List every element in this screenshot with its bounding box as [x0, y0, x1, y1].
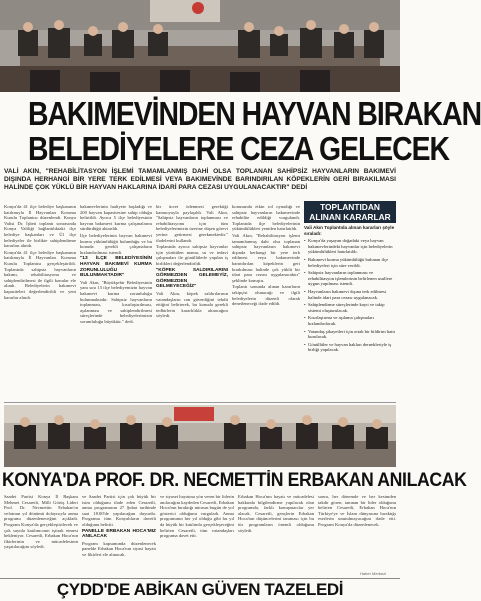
article1-col4-p1: konusunda etkin rol oynadığı ve sahipsiz hayvanların bakımevinde rehabilite edildiği vurgulandı. Toplantıda ilçe belediyelerinin yükümlülükleri yeniden hatırlatıldı. [232, 204, 300, 232]
decision-item: • Vatandaş şikayetleri için ortak bir bildirim hattı kurulacak. [304, 329, 396, 340]
main-lead: VALİ AKIN, "REHABİLİTASYON İŞLEMİ TAMAMLANMIŞ DAHİ OLSA TOPLANAN SAHİPSİZ HAYVANLARIN BAKIMEVİ DIŞINDA HERHANGİ BİR YERE TERK EDİLMESİ VEYA BAKIMEVİNDE BARINDIRILAN KÖPEKLERİN GERİ BIRAKILMASI HALİNDE ÇOK YÜKLÜ BİR HAYVAN HAKLARINA İDARİ PARA CEZASI UYGULANACAKTIR" DEDİ [4, 168, 396, 192]
article1-col4-p3: Toplantı sonunda alınan kararların takipçisi olunacağı ve ilgili belediyelerin düzenli olarak denetleneceği ifade edildi. [232, 284, 300, 307]
article1-col3-p3: Vali Akın, köpek saldırılarının vatandaşların can güvenliğini tehdit ettiğini belirterek, bu konuda gerekli tedbirlerin kararlılıkla alınacağını söyledi. [156, 290, 228, 319]
decision-item: • Sahiplendirme süreçlerinde kayıt ve takip sistemi oluşturulacak. [304, 302, 396, 313]
article1-col1-p1: Konya'da 41 ilçe belediye başkanının katılımıyla İl Hayvanları Koruma Kurulu Toplantısı düzenlendi. Konya Valisi Dr. İşbeti toplantı sonrasında Konya Valiliği bağlantılıktaki ilçe belediye başkanları ve Ül ilçe belediyeler ile birlikte sahiplendirme kararları alındı. [4, 204, 76, 249]
article2-col3 [160, 494, 234, 576]
article2-credit: Haber Merkezi [360, 571, 387, 576]
decision-item: • Konya'da yaşayan doğadaki veya hayvan bakımevlerindeki hayvanlar için belediyelerin yükümlülükleri hatırlatıldı. [304, 238, 396, 255]
decisions-title-line1: TOPLANTIDAN [320, 202, 380, 212]
article2-col2 [82, 494, 156, 576]
article1-col4-p2: Vali Akın, "Rehabilitasyon işlemi tamamlanmış dahi olsa toplanan sahipsiz hayvanların bakımevi dışında herhangi bir yere terk edilmesi veya bakımevinde barındırılan köpeklerin geri bırakılması halinde çok yüklü bir idari para cezası uygulanacaktır" şeklinde konuştu. [232, 232, 300, 283]
decisions-list [304, 238, 396, 353]
main-headline-line1: BAKIMEVİNDEN HAYVAN BIRAKAN [28, 95, 481, 132]
decision-item: • Bakımevi kurma yükümlülüğü bulunan ilçe belediyeleri için süre verildi. [304, 257, 396, 268]
article2-col4-p1: Erbakan Hoca'nın hayatı ve mücadelesi hakkında bilgilendirme yapılacak olan programda, farklı konuşmacılar yer alacak. Cesaretli, gençlerin Erbakan Hoca'nın düşüncelerini tanıması için bu tür programların önemli olduğunu söyledi. [238, 494, 314, 533]
article2-col1 [4, 494, 78, 576]
article1-col3-subhead: "KÖPEK SALDIRILARINI GÖRMEZDEN GELEMEYİZ, GÖRMEZDEN GELMEYECEĞİZ" [156, 267, 228, 290]
article2-col5 [318, 494, 396, 570]
decisions-title-line2: ALINAN KARARLAR [309, 212, 391, 222]
article2-col5-p1: sonra, her dönemde ve her kesimden takdir gören, tanınan bir lider olduğunu belirten Cesaretli, Erbakan Hoca'nın Türkiye'ye ve İslam dünyasına bıraktığı eserlerin unutulmayacağını ifade etti. Program Konya'da düzenlenecek. [318, 494, 396, 527]
meeting-photo-top [0, 0, 400, 92]
article2-col4 [238, 494, 314, 576]
decision-item: • Hayvanların bakımevi dışına terk edilmesi halinde idari para cezası uygulanacak. [304, 289, 396, 300]
article1-col2-p3: Vali Akın, "Büyükşehir Belediyesinin yanı sıra 13 ilçe belediyemizin hayvan bakımevi kurma zorunluluğu bulunmaktadır. Sahipsiz hayvanların toplanması, kısırlaştırılması, aşılanması ve sahiplendirilmesi süreçlerinde belediyelerimizin sorumluluğu büyüktür." dedi. [80, 279, 152, 324]
next-article-headline: ÇYDD'DE ABİKAN GÜVEN TAZELEDİ [0, 578, 400, 594]
decision-item: • Sahipsiz hayvanların toplanması ve rehabilitasyon işlemlerinin belirlenen usullere uygun yapılması istendi. [304, 270, 396, 287]
decisions-box-title [304, 201, 396, 223]
article1-col3-p2: Toplantıda ayrıca sahipsiz hayvanlar için yürütülen mama, su ve tedavi çalışmaları ile gönüllülerle yapılan iş birlikleri değerlendirildi. [156, 244, 228, 266]
decisions-box-body [304, 225, 396, 355]
decision-item: • Kısırlaştırma ve aşılama çalışmaları hızlandırılacak. [304, 315, 396, 326]
meeting-photo-bottom [4, 405, 396, 467]
decisions-intro: Vali Akın Toplantıda alınan kararları şöyle sıraladı: [304, 225, 395, 236]
second-headline: KONYA'DA PROF. DR. NECMETTİN ERBAKAN ANILACAK [2, 470, 467, 491]
article2-col2-p1: ve Saadet Partisi için çok büyük bir isim olduğunu ifade eden Cesaretli, anma programının 27 Şubat tarihinde saat 18.00'de yapılacağını duyurdu. Programa tüm Konyalıların davetli olduğunu belirtti. [82, 494, 156, 527]
article1-col1-p2: Konya'da 41 ilçe belediye başkanının katılımıyla İl Hayvanları Koruma Kurulu Toplantısı gerçekleştirildi. Toplantıda sahipsiz hayvanların bakımı, rehabilitasyonu ve sahiplendirilmesi ile ilgili konular ele alındı. Belediyelerin bakımevi kapasiteleri değerlendirildi ve yeni kararlar alındı. [4, 249, 76, 300]
article2-col2-p2: Program kapsamında düzenlenecek panelde Erbakan Hoca'nın siyasi hayatı ve fikirleri ele alınacak. [82, 540, 156, 557]
article2-col2-subhead: PANELLE ERBAKAN HOCA'MIZ ANILACAK [82, 528, 156, 540]
article1-col3-p1: bir ücret ödenmesi gerektiği kamuoyuyla paylaşıldı. Vali Akın, "Sahipsiz hayvanların toplanması ve rehabilitasyonu için tüm belediyelerimizin üzerine düşen görevi yerine getirmesi gerekmektedir." ifadelerini kullandı. [156, 204, 228, 243]
article1-col2-p1: bakımevlerinin faaliyete başladığı ve 200 hayvan kapasitesine sahip olduğu belirtildi. Ayrıca 5 ilçe belediyesinin hayvan bakımevi kurma çalışmalarını sürdürdüğü aktarıldı. [80, 204, 152, 232]
article1-col2-subhead: "13 İLÇE BELEDİYESİNİN HAYVAN BAKIMEVİ KURMA ZORUNLULUĞU BULUNMAKTADIR" [80, 256, 152, 279]
section-divider [4, 402, 396, 403]
article2-col1-p1: Saadet Partisi Konya İl Başkanı Mehmet Cesaretli, Milli Görüş Lideri Prof. Dr. Necmettin Erbakan'ın vefatının yıl dönümü dolayısıyla anma programı düzenleneceğini açıkladı. Program Konya'da gerçekleştirilecek ve çok sayıda katılımcının iştirak etmesi bekleniyor. Cesaretli, Erbakan Hoca'nın fikirlerinin ve mücadelesinin yaşatılacağını söyledi. [4, 494, 78, 550]
article2-col3-p1: ve siyaset hayatına yön veren bir liderin anılacağını kaydeden Cesaretli, Erbakan Hoca'nın bıraktığı mirasın bugün de yol gösterici olduğunu vurguladı. Anma programının her yıl olduğu gibi bu yıl da büyük bir katılımla gerçekleşeceğini belirten Cesaretli, tüm vatandaşları programa davet etti. [160, 494, 234, 539]
decision-item: • Gönüllüler ve hayvan hakları dernekleriyle iş birliği yapılacak. [304, 342, 396, 353]
article1-col2-p2: İlçe belediyelerinin hayvan bakımevi kurma yükümlülüğü bulunduğu ve bu konuda gerekli çalışmaların hızlandırılması istendi. [80, 232, 152, 255]
main-headline-line2: BELEDİYELERE CEZA GELECEK [28, 130, 449, 167]
